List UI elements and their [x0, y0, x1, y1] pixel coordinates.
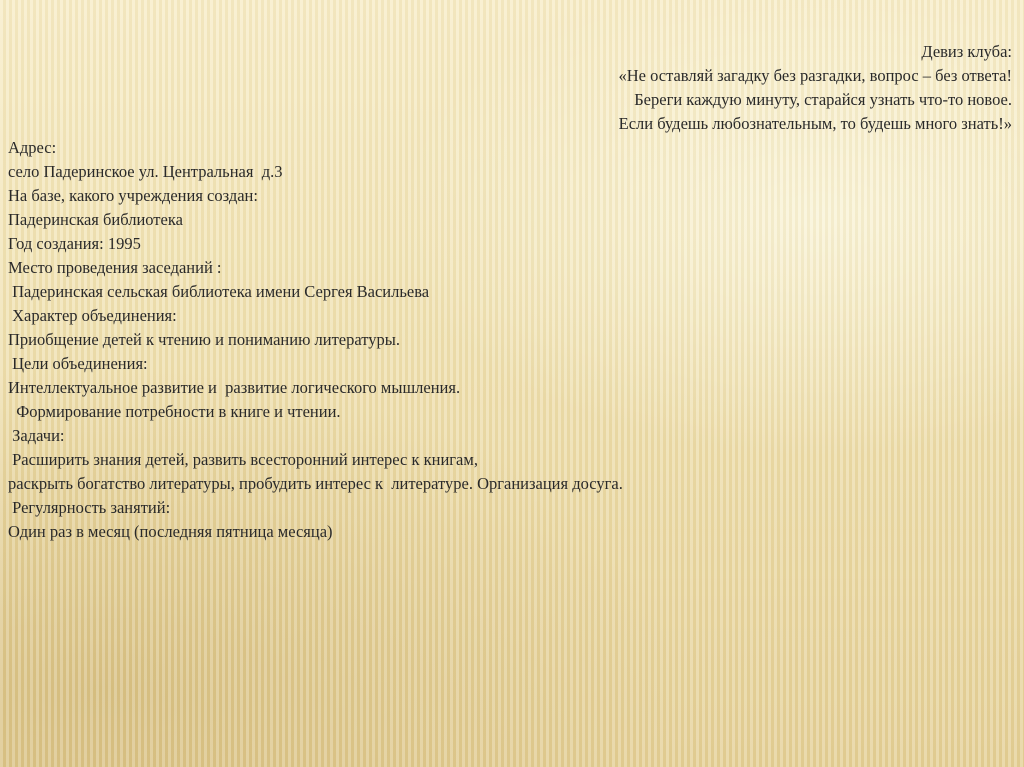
motto-line-1: «Не оставляй загадку без разгадки, вопрос – без ответа! [618, 66, 1012, 85]
goals-label: Цели объединения: [8, 354, 148, 373]
base-value: Падеринская библиотека [8, 210, 183, 229]
character-label: Характер объединения: [8, 306, 177, 325]
regularity-label: Регулярность занятий: [8, 498, 171, 517]
address-label: Адрес: [8, 138, 57, 157]
club-motto [372, 40, 1012, 136]
motto-line-3: Если будешь любознательным, то будешь много знать!» [618, 114, 1012, 133]
tasks-label: Задачи: [8, 426, 65, 445]
goals-line-2: Формирование потребности в книге и чтении. [8, 402, 341, 421]
founding-year: Год создания: 1995 [8, 234, 141, 253]
venue-label: Место проведения заседаний : [8, 258, 222, 277]
motto-title: Девиз клуба: [921, 42, 1012, 61]
tasks-line-2: раскрыть богатство литературы, пробудить интерес к литературе. Организация досуга. [8, 474, 623, 493]
regularity-value: Один раз в месяц (последняя пятница месяца) [8, 522, 333, 541]
address-value: село Падеринское ул. Центральная д.3 [8, 162, 283, 181]
goals-line-1: Интеллектуальное развитие и развитие логического мышления. [8, 378, 461, 397]
venue-value: Падеринская сельская библиотека имени Сергея Васильева [8, 282, 430, 301]
motto-line-2: Береги каждую минуту, старайся узнать что-то новое. [634, 90, 1012, 109]
base-label: На базе, какого учреждения создан: [8, 186, 258, 205]
tasks-line-1: Расширить знания детей, развить всесторонний интерес к книгам, [8, 450, 478, 469]
character-value: Приобщение детей к чтению и пониманию литературы. [8, 330, 400, 349]
club-info [8, 136, 908, 544]
